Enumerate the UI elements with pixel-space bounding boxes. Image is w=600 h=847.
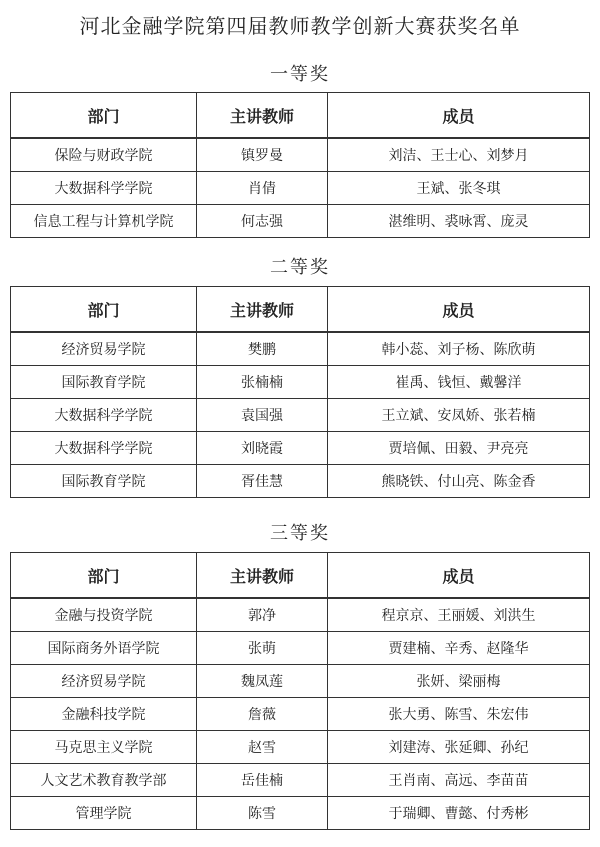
cell-teacher: 赵雪 — [197, 731, 328, 764]
cell-teacher: 张萌 — [197, 632, 328, 665]
table-row — [11, 366, 590, 399]
cell-members: 韩小蕊、刘子杨、陈欣萌 — [328, 332, 590, 366]
cell-teacher: 张楠楠 — [197, 366, 328, 399]
cell-teacher: 袁国强 — [197, 399, 328, 432]
first-prize-table — [10, 92, 590, 238]
cell-members: 刘洁、王士心、刘梦月 — [328, 138, 590, 172]
cell-teacher: 岳佳楠 — [197, 764, 328, 797]
header-teacher: 主讲教师 — [197, 287, 328, 333]
table-row — [11, 764, 590, 797]
page-title: 河北金融学院第四届教师教学创新大赛获奖名单 — [79, 14, 521, 38]
cell-members: 湛维明、裘咏霄、庞灵 — [328, 205, 590, 238]
table-row — [11, 731, 590, 764]
cell-dept: 国际教育学院 — [11, 465, 197, 498]
cell-teacher: 刘晓霞 — [197, 432, 328, 465]
header-teacher: 主讲教师 — [197, 93, 328, 139]
cell-members: 熊晓铁、付山亮、陈金香 — [328, 465, 590, 498]
cell-dept: 金融科技学院 — [11, 698, 197, 731]
cell-dept: 保险与财政学院 — [11, 138, 197, 172]
cell-dept: 马克思主义学院 — [11, 731, 197, 764]
table-row — [11, 698, 590, 731]
table-row — [11, 665, 590, 698]
cell-dept: 国际教育学院 — [11, 366, 197, 399]
table-row — [11, 205, 590, 238]
cell-teacher: 郭净 — [197, 598, 328, 632]
cell-dept: 信息工程与计算机学院 — [11, 205, 197, 238]
cell-members: 王立斌、安凤娇、张若楠 — [328, 399, 590, 432]
cell-members: 王肖南、高远、李苗苗 — [328, 764, 590, 797]
cell-teacher: 镇罗曼 — [197, 138, 328, 172]
cell-teacher: 魏凤莲 — [197, 665, 328, 698]
cell-members: 张大勇、陈雪、朱宏伟 — [328, 698, 590, 731]
table-row — [11, 332, 590, 366]
third-prize-table — [10, 552, 590, 830]
cell-dept: 经济贸易学院 — [11, 665, 197, 698]
second-prize-table — [10, 286, 590, 498]
cell-dept: 大数据科学学院 — [11, 432, 197, 465]
cell-teacher: 樊鹏 — [197, 332, 328, 366]
cell-members: 于瑞卿、曹懿、付秀彬 — [328, 797, 590, 830]
second-prize-heading: 二等奖 — [270, 257, 330, 278]
table-row — [11, 138, 590, 172]
cell-members: 贾建楠、辛秀、赵隆华 — [328, 632, 590, 665]
header-members: 成员 — [328, 93, 590, 139]
cell-members: 王斌、张冬琪 — [328, 172, 590, 205]
cell-members: 贾培佩、田毅、尹亮亮 — [328, 432, 590, 465]
table-header-row — [11, 287, 590, 333]
table-header-row — [11, 93, 590, 139]
cell-teacher: 肖倩 — [197, 172, 328, 205]
header-dept: 部门 — [11, 553, 197, 599]
header-teacher: 主讲教师 — [197, 553, 328, 599]
cell-members: 刘建涛、张延卿、孙纪 — [328, 731, 590, 764]
table-row — [11, 432, 590, 465]
cell-dept: 金融与投资学院 — [11, 598, 197, 632]
table-header-row — [11, 553, 590, 599]
cell-dept: 大数据科学学院 — [11, 172, 197, 205]
header-members: 成员 — [328, 287, 590, 333]
header-dept: 部门 — [11, 287, 197, 333]
cell-dept: 管理学院 — [11, 797, 197, 830]
header-members: 成员 — [328, 553, 590, 599]
cell-teacher: 詹薇 — [197, 698, 328, 731]
cell-members: 张妍、梁丽梅 — [328, 665, 590, 698]
cell-teacher: 何志强 — [197, 205, 328, 238]
cell-teacher: 胥佳慧 — [197, 465, 328, 498]
cell-dept: 经济贸易学院 — [11, 332, 197, 366]
cell-members: 程京京、王丽媛、刘洪生 — [328, 598, 590, 632]
table-row — [11, 172, 590, 205]
table-row — [11, 632, 590, 665]
cell-dept: 大数据科学学院 — [11, 399, 197, 432]
header-dept: 部门 — [11, 93, 197, 139]
table-row — [11, 399, 590, 432]
cell-members: 崔禹、钱恒、戴馨洋 — [328, 366, 590, 399]
cell-teacher: 陈雪 — [197, 797, 328, 830]
first-prize-heading: 一等奖 — [270, 64, 330, 85]
table-row — [11, 465, 590, 498]
third-prize-heading: 三等奖 — [270, 523, 330, 544]
cell-dept: 人文艺术教育教学部 — [11, 764, 197, 797]
cell-dept: 国际商务外语学院 — [11, 632, 197, 665]
table-row — [11, 797, 590, 830]
table-row — [11, 598, 590, 632]
